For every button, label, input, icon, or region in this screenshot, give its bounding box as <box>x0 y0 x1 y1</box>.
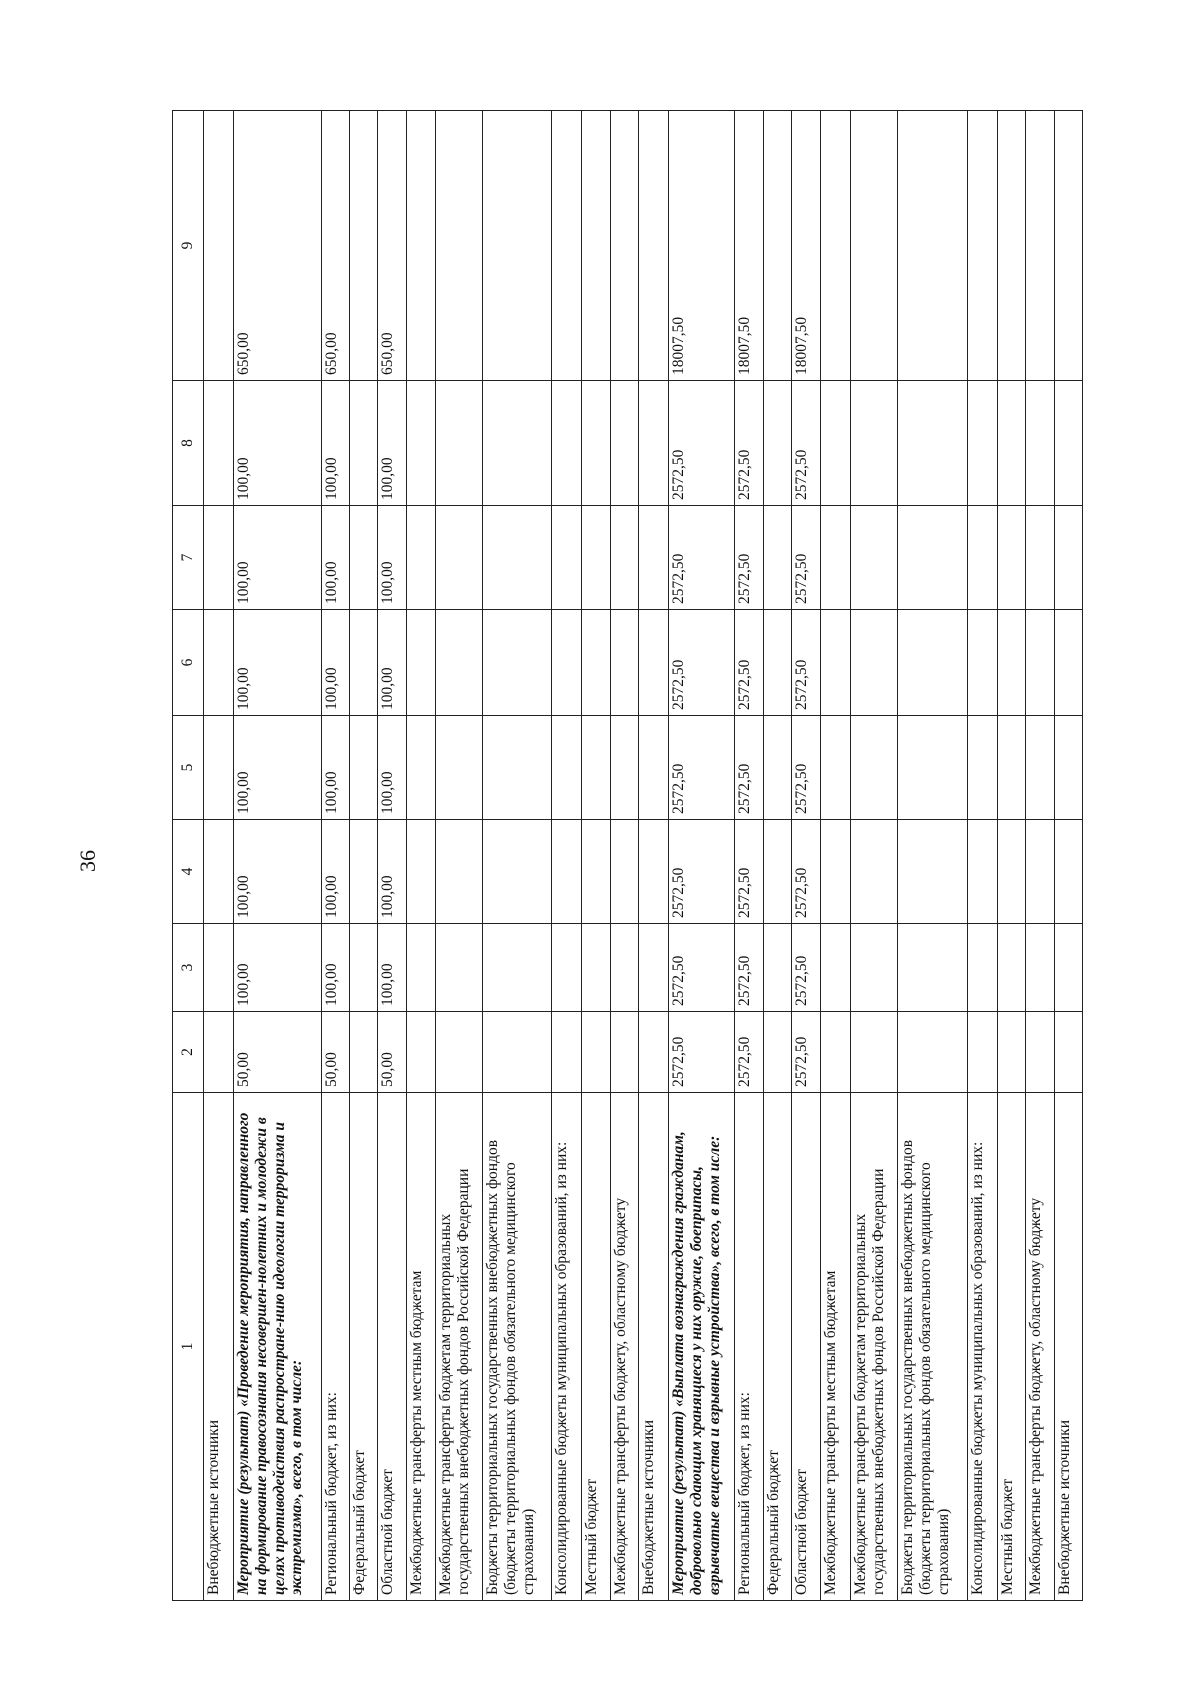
value-cell <box>204 716 234 820</box>
row-label: Бюджеты территориальных государственных внебюджетных фондов (бюджеты территориальных фондов обязательного медицинского страхования) <box>483 1093 552 1601</box>
value-cell <box>483 820 552 924</box>
value-cell <box>821 506 851 610</box>
row-label: Внебюджетные источники <box>639 1093 669 1601</box>
value-cell <box>436 820 483 924</box>
value-cell: 2572,50 <box>735 381 764 506</box>
value-cell: 18007,50 <box>669 111 735 381</box>
value-cell <box>639 716 669 820</box>
value-cell <box>582 1012 611 1093</box>
table-row <box>998 111 1026 1601</box>
value-cell <box>998 716 1026 820</box>
row-label: Мероприятие (результат) «Проведение мероприятия, направленного на формирование правосознания несовершен-нолетних и молодежи в целях противодействия распростране-нию идеологии терроризма и экстремизма», всего, в том числе: <box>234 1093 322 1601</box>
value-cell <box>764 716 792 820</box>
column-number: 8 <box>173 381 204 506</box>
value-cell <box>350 506 378 610</box>
budget-table <box>172 110 1083 1601</box>
row-label: Консолидированные бюджеты муниципальных образований, из них: <box>552 1093 582 1601</box>
value-cell: 100,00 <box>234 610 322 716</box>
value-cell <box>764 610 792 716</box>
value-cell: 100,00 <box>322 924 350 1012</box>
table-row <box>611 111 639 1601</box>
value-cell <box>821 716 851 820</box>
value-cell: 100,00 <box>378 924 407 1012</box>
value-cell <box>552 610 582 716</box>
value-cell <box>611 111 639 381</box>
value-cell <box>483 506 552 610</box>
value-cell <box>611 820 639 924</box>
value-cell <box>764 381 792 506</box>
value-cell <box>968 1012 998 1093</box>
value-cell: 100,00 <box>322 381 350 506</box>
value-cell <box>851 1012 898 1093</box>
row-label: Межбюджетные трансферты местным бюджетам <box>821 1093 851 1601</box>
value-cell <box>898 716 968 820</box>
value-cell: 50,00 <box>322 1012 350 1093</box>
value-cell <box>1026 820 1055 924</box>
value-cell: 2572,50 <box>792 381 821 506</box>
value-cell <box>639 924 669 1012</box>
value-cell <box>611 381 639 506</box>
value-cell <box>436 111 483 381</box>
value-cell: 2572,50 <box>669 1012 735 1093</box>
value-cell: 18007,50 <box>792 111 821 381</box>
table-row <box>436 111 483 1601</box>
value-cell: 2572,50 <box>735 820 764 924</box>
value-cell <box>1055 1012 1083 1093</box>
value-cell <box>582 716 611 820</box>
value-cell: 100,00 <box>322 820 350 924</box>
value-cell <box>350 716 378 820</box>
value-cell <box>639 610 669 716</box>
value-cell <box>1055 111 1083 381</box>
table-row <box>735 111 764 1601</box>
value-cell <box>350 1012 378 1093</box>
value-cell <box>483 1012 552 1093</box>
value-cell <box>898 924 968 1012</box>
table-row <box>483 111 552 1601</box>
value-cell <box>436 610 483 716</box>
table-row <box>378 111 407 1601</box>
row-label: Межбюджетные трансферты бюджету, областному бюджету <box>1026 1093 1055 1601</box>
value-cell <box>436 1012 483 1093</box>
value-cell <box>204 1012 234 1093</box>
value-cell <box>1055 381 1083 506</box>
value-cell: 100,00 <box>322 610 350 716</box>
value-cell <box>436 716 483 820</box>
column-number: 2 <box>173 1012 204 1093</box>
value-cell <box>898 610 968 716</box>
value-cell <box>821 381 851 506</box>
value-cell <box>204 820 234 924</box>
value-cell <box>483 111 552 381</box>
table-row <box>1026 111 1055 1601</box>
column-number: 9 <box>173 111 204 381</box>
value-cell <box>436 924 483 1012</box>
value-cell <box>611 610 639 716</box>
value-cell: 2572,50 <box>669 610 735 716</box>
table-row <box>639 111 669 1601</box>
value-cell: 100,00 <box>378 381 407 506</box>
value-cell <box>611 506 639 610</box>
value-cell <box>582 820 611 924</box>
table-row <box>407 111 436 1601</box>
table-row <box>1055 111 1083 1601</box>
value-cell <box>998 111 1026 381</box>
row-label: Областной бюджет <box>792 1093 821 1601</box>
row-label: Областной бюджет <box>378 1093 407 1601</box>
row-label: Внебюджетные источники <box>204 1093 234 1601</box>
value-cell: 100,00 <box>322 716 350 820</box>
value-cell <box>582 381 611 506</box>
value-cell <box>552 820 582 924</box>
value-cell: 2572,50 <box>669 381 735 506</box>
value-cell <box>851 716 898 820</box>
value-cell: 2572,50 <box>735 1012 764 1093</box>
value-cell <box>483 381 552 506</box>
value-cell <box>407 820 436 924</box>
value-cell <box>639 820 669 924</box>
table-row <box>764 111 792 1601</box>
value-cell: 2572,50 <box>792 716 821 820</box>
value-cell <box>821 924 851 1012</box>
row-label: Региональный бюджет, из них: <box>735 1093 764 1601</box>
value-cell <box>998 381 1026 506</box>
value-cell <box>821 111 851 381</box>
value-cell <box>898 381 968 506</box>
value-cell <box>898 820 968 924</box>
value-cell: 100,00 <box>378 820 407 924</box>
value-cell: 2572,50 <box>735 924 764 1012</box>
value-cell <box>1026 716 1055 820</box>
value-cell <box>639 381 669 506</box>
value-cell: 100,00 <box>234 506 322 610</box>
value-cell <box>764 820 792 924</box>
table-row <box>582 111 611 1601</box>
value-cell <box>968 820 998 924</box>
value-cell <box>350 381 378 506</box>
table-row <box>204 111 234 1601</box>
page-number: 36 <box>75 850 100 872</box>
value-cell <box>639 111 669 381</box>
value-cell: 100,00 <box>234 924 322 1012</box>
value-cell: 2572,50 <box>792 924 821 1012</box>
value-cell: 2572,50 <box>735 506 764 610</box>
value-cell: 100,00 <box>378 506 407 610</box>
column-number: 1 <box>173 1093 204 1601</box>
value-cell <box>552 924 582 1012</box>
value-cell <box>968 111 998 381</box>
value-cell <box>821 1012 851 1093</box>
value-cell <box>1055 506 1083 610</box>
value-cell <box>968 924 998 1012</box>
value-cell <box>968 610 998 716</box>
row-label: Местный бюджет <box>998 1093 1026 1601</box>
value-cell <box>407 111 436 381</box>
row-label: Внебюджетные источники <box>1055 1093 1083 1601</box>
table-row <box>968 111 998 1601</box>
value-cell: 2572,50 <box>669 716 735 820</box>
table-row <box>350 111 378 1601</box>
value-cell <box>611 1012 639 1093</box>
value-cell: 100,00 <box>234 381 322 506</box>
value-cell <box>898 506 968 610</box>
value-cell <box>1055 820 1083 924</box>
value-cell <box>998 820 1026 924</box>
value-cell <box>552 506 582 610</box>
value-cell <box>851 506 898 610</box>
value-cell <box>639 1012 669 1093</box>
value-cell: 2572,50 <box>792 820 821 924</box>
row-label: Региональный бюджет, из них: <box>322 1093 350 1601</box>
row-label: Межбюджетные трансферты бюджетам территориальных государственных внебюджетных фондов Российской Федерации <box>436 1093 483 1601</box>
value-cell <box>898 111 968 381</box>
table-row <box>792 111 821 1601</box>
value-cell: 100,00 <box>322 506 350 610</box>
table-body <box>173 111 1083 1601</box>
value-cell <box>639 506 669 610</box>
value-cell <box>350 111 378 381</box>
value-cell: 2572,50 <box>669 820 735 924</box>
value-cell: 2572,50 <box>792 1012 821 1093</box>
column-number-row <box>173 111 204 1601</box>
column-number: 6 <box>173 610 204 716</box>
value-cell <box>204 111 234 381</box>
column-number: 3 <box>173 924 204 1012</box>
value-cell <box>611 716 639 820</box>
value-cell <box>436 381 483 506</box>
value-cell <box>552 1012 582 1093</box>
value-cell <box>998 1012 1026 1093</box>
value-cell <box>483 610 552 716</box>
table-row <box>898 111 968 1601</box>
value-cell <box>407 506 436 610</box>
value-cell <box>821 820 851 924</box>
value-cell <box>968 381 998 506</box>
value-cell: 50,00 <box>234 1012 322 1093</box>
row-label: Межбюджетные трансферты бюджету, областному бюджету <box>611 1093 639 1601</box>
value-cell <box>1026 1012 1055 1093</box>
value-cell <box>1055 924 1083 1012</box>
value-cell <box>582 506 611 610</box>
value-cell <box>1026 381 1055 506</box>
row-label: Федеральный бюджет <box>350 1093 378 1601</box>
value-cell <box>998 506 1026 610</box>
value-cell <box>204 924 234 1012</box>
value-cell <box>611 924 639 1012</box>
value-cell <box>436 506 483 610</box>
value-cell: 100,00 <box>234 716 322 820</box>
row-label: Мероприятие (результат) «Выплата вознаграждения гражданам, добровольно сдающим хранящиеся у них оружие, боеприпасы, взрывчатые вещества и взрывные устройства», всего, в том исле: <box>669 1093 735 1601</box>
table-row <box>821 111 851 1601</box>
value-cell <box>204 506 234 610</box>
value-cell: 650,00 <box>322 111 350 381</box>
value-cell: 2572,50 <box>669 506 735 610</box>
value-cell: 2572,50 <box>792 610 821 716</box>
value-cell <box>764 506 792 610</box>
value-cell: 2572,50 <box>735 610 764 716</box>
value-cell <box>407 1012 436 1093</box>
value-cell <box>552 381 582 506</box>
value-cell <box>1055 610 1083 716</box>
value-cell <box>407 610 436 716</box>
value-cell <box>764 111 792 381</box>
value-cell <box>968 506 998 610</box>
value-cell <box>851 111 898 381</box>
value-cell: 100,00 <box>234 820 322 924</box>
table-row <box>669 111 735 1601</box>
value-cell <box>483 716 552 820</box>
value-cell <box>1026 506 1055 610</box>
value-cell <box>407 924 436 1012</box>
value-cell <box>851 820 898 924</box>
value-cell <box>407 381 436 506</box>
value-cell: 650,00 <box>378 111 407 381</box>
row-label: Федеральный бюджет <box>764 1093 792 1601</box>
value-cell: 2572,50 <box>792 506 821 610</box>
table-row <box>234 111 322 1601</box>
value-cell <box>764 1012 792 1093</box>
column-number: 4 <box>173 820 204 924</box>
value-cell <box>1026 924 1055 1012</box>
value-cell: 650,00 <box>234 111 322 381</box>
value-cell <box>998 610 1026 716</box>
value-cell <box>483 924 552 1012</box>
column-number: 5 <box>173 716 204 820</box>
value-cell: 2572,50 <box>669 924 735 1012</box>
value-cell <box>204 381 234 506</box>
row-label: Консолидированные бюджеты муниципальных образований, из них: <box>968 1093 998 1601</box>
value-cell <box>998 924 1026 1012</box>
column-number: 7 <box>173 506 204 610</box>
value-cell: 18007,50 <box>735 111 764 381</box>
value-cell <box>851 610 898 716</box>
value-cell <box>350 820 378 924</box>
table-row <box>322 111 350 1601</box>
row-label: Местный бюджет <box>582 1093 611 1601</box>
value-cell <box>1026 111 1055 381</box>
value-cell <box>764 924 792 1012</box>
value-cell <box>851 381 898 506</box>
value-cell <box>968 716 998 820</box>
value-cell <box>1026 610 1055 716</box>
table-row <box>851 111 898 1601</box>
budget-table-container <box>172 111 1132 1601</box>
value-cell: 50,00 <box>378 1012 407 1093</box>
row-label: Межбюджетные трансферты местным бюджетам <box>407 1093 436 1601</box>
value-cell <box>821 610 851 716</box>
table-row <box>552 111 582 1601</box>
value-cell <box>582 111 611 381</box>
value-cell <box>204 610 234 716</box>
value-cell: 2572,50 <box>735 716 764 820</box>
value-cell <box>582 924 611 1012</box>
row-label: Межбюджетные трансферты бюджетам территориальных государственных внебюджетных фондов Российской Федерации <box>851 1093 898 1601</box>
row-label: Бюджеты территориальных государственных внебюджетных фондов (бюджеты территориальных фондов обязательного медицинского страхования) <box>898 1093 968 1601</box>
value-cell <box>350 610 378 716</box>
value-cell <box>582 610 611 716</box>
value-cell <box>552 716 582 820</box>
value-cell: 100,00 <box>378 610 407 716</box>
value-cell <box>350 924 378 1012</box>
value-cell <box>898 1012 968 1093</box>
value-cell <box>552 111 582 381</box>
value-cell <box>851 924 898 1012</box>
value-cell <box>407 716 436 820</box>
value-cell <box>1055 716 1083 820</box>
value-cell: 100,00 <box>378 716 407 820</box>
